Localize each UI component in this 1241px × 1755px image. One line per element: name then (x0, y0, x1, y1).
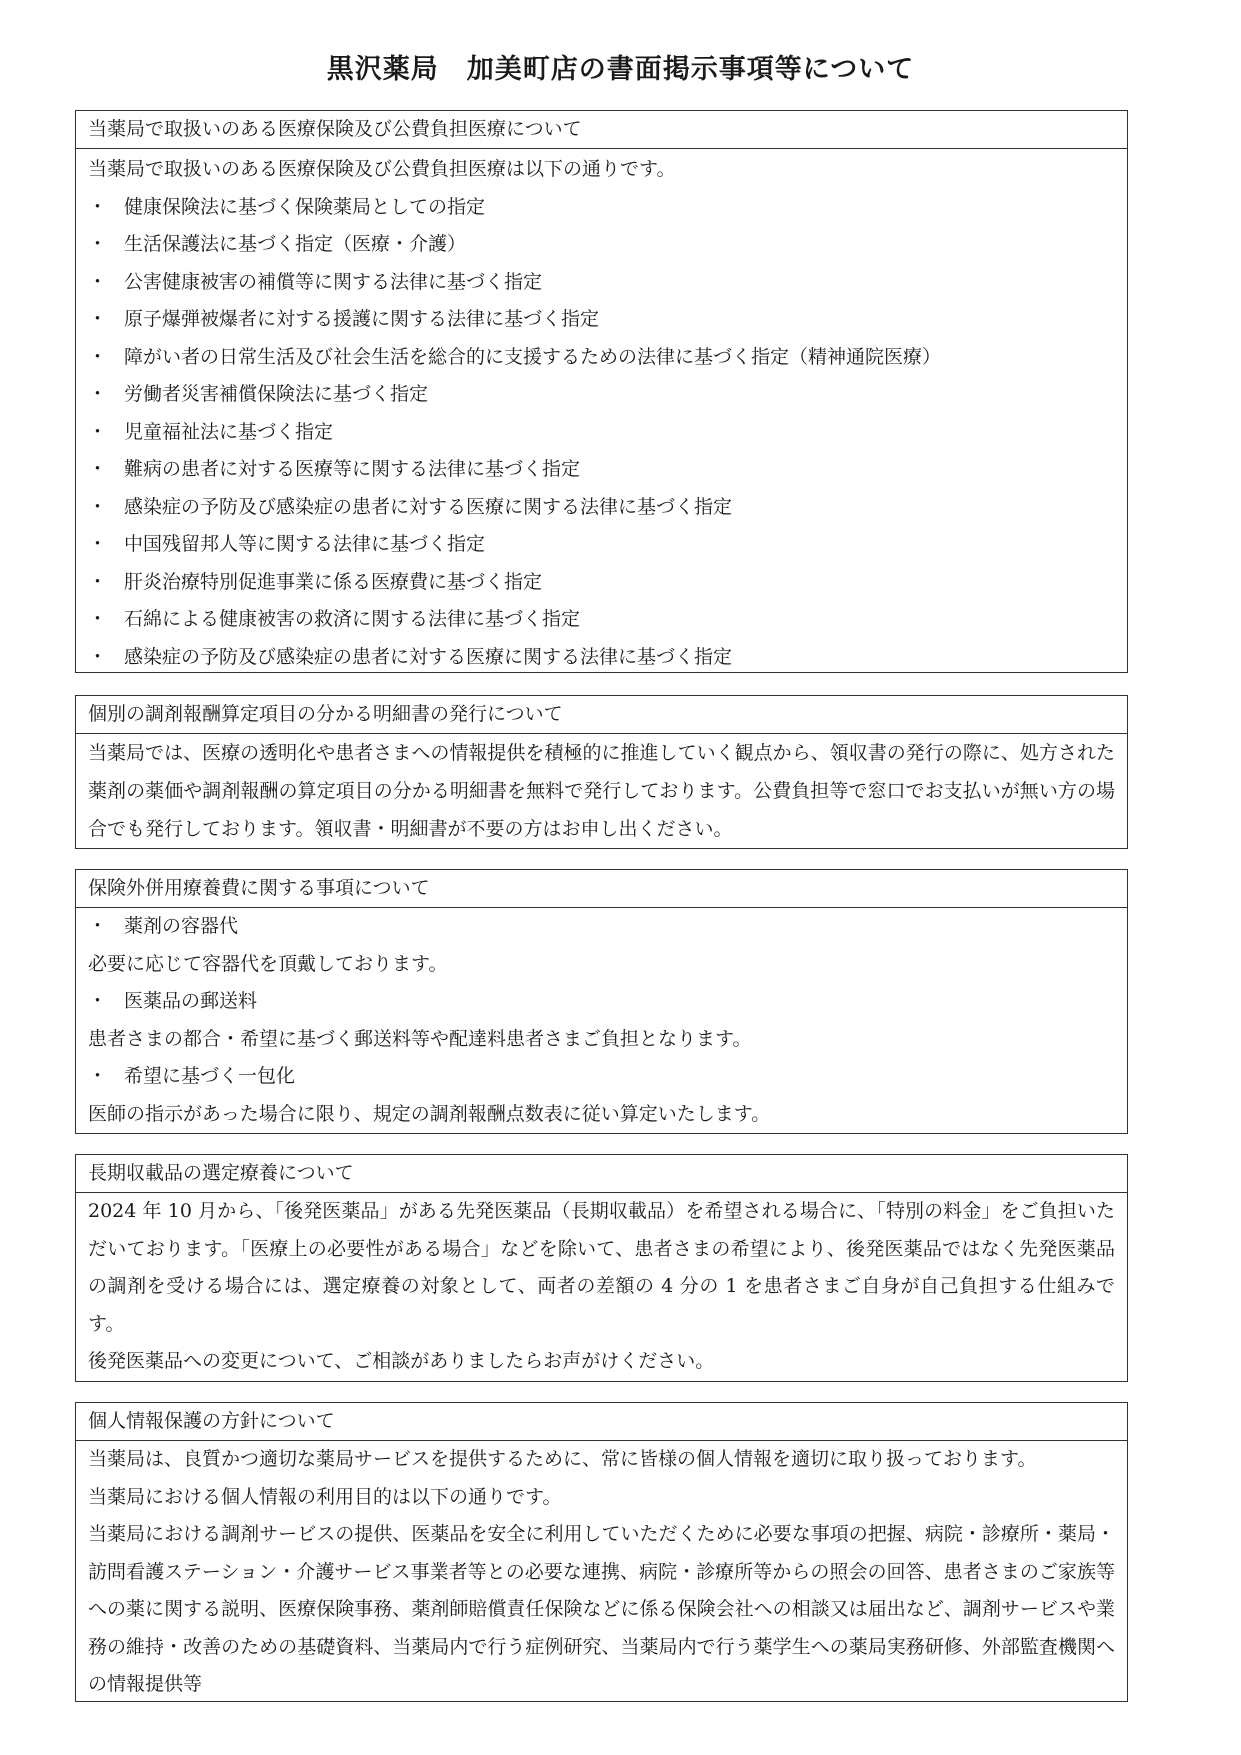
section-header: 個人情報保護の方針について (76, 1403, 1127, 1441)
section-paragraph: 当薬局における個人情報の利用目的は以下の通りです。 (88, 1485, 562, 1508)
section-out-of-insurance (75, 869, 1128, 1134)
section-body (76, 1193, 1127, 1381)
section-paragraph: 当薬局では、医療の透明化や患者さまへの情報提供を積極的に推進していく観点から、領収書の発行の際に、処方された薬剤の薬価や調剤報酬の算定項目の分かる明細書を無料で発行しております。公費負担等で窓口でお支払いが無い方の場合でも発行しております。領収書・明細書が不要の方はお申し出ください。 (88, 742, 1115, 840)
list-item: ・ 労働者災害補償保険法に基づく指定 (88, 383, 429, 405)
list-item-title: ・ 薬剤の容器代 (88, 915, 239, 937)
list-item: ・ 原子爆弾被爆者に対する援護に関する法律に基づく指定 (88, 308, 600, 330)
list-item: ・ 感染症の予防及び感染症の患者に対する医療に関する法律に基づく指定 (88, 495, 733, 518)
section-body (76, 734, 1127, 848)
list-item: ・ 障がい者の日常生活及び社会生活を総合的に支援するための法律に基づく指定（精神通院医療） (88, 345, 942, 368)
section-header: 保険外併用療養費に関する事項について (76, 870, 1127, 908)
list-item-desc: 患者さまの都合・希望に基づく郵送料等や配達料患者さまご負担となります。 (88, 1027, 752, 1050)
list-item-title: ・ 希望に基づく一包化 (88, 1065, 296, 1087)
section-body (76, 149, 1127, 676)
list-item: ・ 石綿による健康被害の救済に関する法律に基づく指定 (88, 608, 581, 630)
section-paragraph: 当薬局は、良質かつ適切な薬局サービスを提供するために、常に皆様の個人情報を適切に取り扱っております。 (88, 1448, 1037, 1470)
section-insurance (75, 110, 1128, 673)
section-long-listed-drugs (75, 1154, 1128, 1382)
list-item: ・ 生活保護法に基づく指定（医療・介護） (88, 233, 467, 255)
section-header: 当薬局で取扱いのある医療保険及び公費負担医療について (76, 111, 1127, 149)
list-item-desc: 必要に応じて容器代を頂戴しております。 (88, 952, 448, 975)
section-body (76, 1441, 1127, 1703)
list-item: ・ 肝炎治療特別促進事業に係る医療費に基づく指定 (88, 570, 543, 593)
list-item: ・ 難病の患者に対する医療等に関する法律に基づく指定 (88, 458, 581, 480)
section-note: 後発医薬品への変更について、ご相談がありましたらお声がけください。 (88, 1350, 715, 1372)
list-item: ・ 児童福祉法に基づく指定 (88, 420, 334, 443)
section-header: 個別の調剤報酬算定項目の分かる明細書の発行について (76, 696, 1127, 734)
section-intro: 当薬局で取扱いのある医療保険及び公費負担医療は以下の通りです。 (88, 158, 676, 180)
list-item: ・ 中国残留邦人等に関する法律に基づく指定 (88, 533, 486, 555)
list-item: ・ 感染症の予防及び感染症の患者に対する医療に関する法律に基づく指定 (88, 645, 733, 668)
section-itemized-receipt (75, 695, 1128, 849)
list-item-title: ・ 医薬品の郵送料 (88, 990, 258, 1012)
list-item: ・ 公害健康被害の補償等に関する法律に基づく指定 (88, 270, 543, 293)
section-header: 長期収載品の選定療養について (76, 1155, 1127, 1193)
section-privacy-policy (75, 1402, 1128, 1702)
page-title: 黒沢薬局 加美町店の書面掲示事項等について (326, 54, 915, 85)
section-paragraph: 当薬局における調剤サービスの提供、医薬品を安全に利用していただくために必要な事項の把握、病院・診療所・薬局・訪問看護ステーション・介護サービス事業者等との必要な連携、病院・診療所等からの照会の回答、患者さまのご家族等への薬に関する説明、医療保険事務、薬剤師賠償責任保険などに係る保険会社への相談又は届出など、調剤サービスや業務の維持・改善のための基礎資料、当薬局内で行う症例研究、当薬局内で行う薬学生への薬局実務研修、外部監査機関への情報提供等 (88, 1523, 1115, 1695)
list-item-desc: 医師の指示があった場合に限り、規定の調剤報酬点数表に従い算定いたします。 (88, 1102, 771, 1125)
section-paragraph: 2024 年 10 月から、「後発医薬品」がある先発医薬品（長期収載品）を希望される場合に、「特別の料金」をご負担いただいております。「医療上の必要性がある場合」などを除いて、患者さまの希望により、後発医薬品ではなく先発医薬品の調剤を受ける場合には、選定療養の対象として、両者の差額の 4 分の 1 を患者さまご自身が自己負担する仕組みです。 (88, 1200, 1115, 1335)
section-body (76, 908, 1127, 1133)
list-item: ・ 健康保険法に基づく保険薬局としての指定 (88, 195, 486, 218)
